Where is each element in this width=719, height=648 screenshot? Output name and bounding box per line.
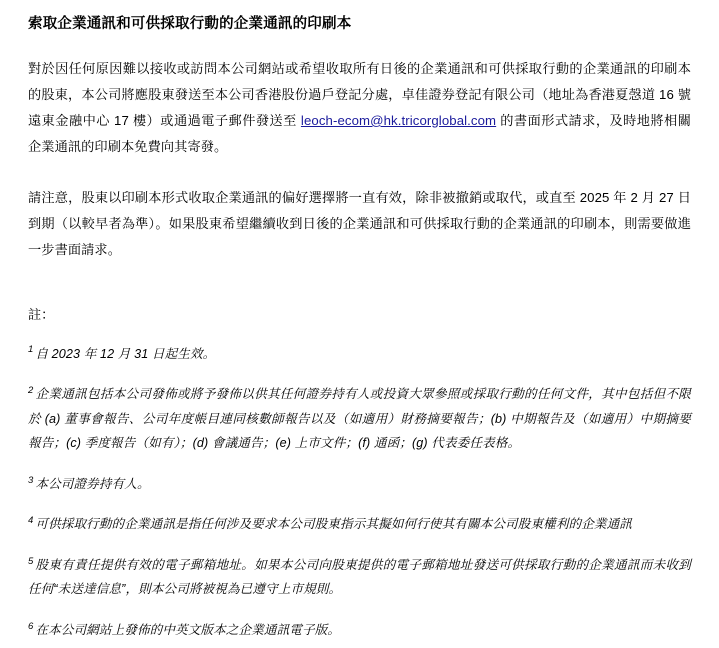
- note-marker: 4: [28, 515, 34, 527]
- note-text: 本公司證券持有人。: [35, 476, 150, 491]
- paragraph-text-part-1: 對於因任何原因難以接收或訪問本公司網站或希望收取所有日後的企業通訊和可供採取行動的企業通訊的印刷本的股東，本公司將應股東發送至本公司香港股份過戶登記分處，卓佳證券登記有限公司（地址為香港夏愨道 16 號遠東金融中心 17 樓）或通過電子郵件發送至: [28, 61, 691, 128]
- note-item: [28, 618, 691, 643]
- notes-heading: 註：: [28, 307, 55, 323]
- note-text: 企業通訊包括本公司發佈或將予發佈以供其任何證券持有人或投資大眾參照或採取行動的任何文件，其中包括但不限於 (a) 董事會報告、公司年度帳目連同核數師報告以及（如適用）財務摘要報告；(b) 中期報告及（如適用）中期摘要報告；(c) 季度報告（如有）；(d) 會議通告；(e) 上市文件；(f) 通函；(g) 代表委任表格。: [28, 387, 691, 451]
- note-text: 可供採取行動的企業通訊是指任何涉及要求本公司股東指示其擬如何行使其有關本公司股東權利的企業通訊: [35, 517, 632, 532]
- note-item: [28, 512, 691, 537]
- paragraph-text-part-2: 的書面形式請求，及時地將相關企業通訊的印刷本免費向其寄發。: [28, 112, 691, 154]
- email-link[interactable]: leoch-ecom@hk.tricorglobal.com: [300, 112, 497, 128]
- paragraph-request-printed-copy: [28, 56, 691, 159]
- note-text: 股東有責任提供有效的電子郵箱地址。如果本公司向股東提供的電子郵箱地址發送可供採取行動的企業通訊而未收到任何“未送達信息”，則本公司將被視為已遵守上市規則。: [28, 557, 691, 597]
- note-marker: 5: [28, 555, 34, 567]
- note-item: [28, 472, 691, 497]
- note-item: [28, 553, 691, 602]
- note-marker: 2: [28, 384, 34, 396]
- paragraph-preference-notice: 請注意，股東以印刷本形式收取企業通訊的偏好選擇將一直有效，除非被撤銷或取代，或直至 2025 年 2 月 27 日到期（以較早者為準）。如果股東希望繼續收到日後的企業通訊和可供採取行動的企業通訊的印刷本，則需要做進一步書面請求。: [28, 190, 691, 257]
- note-marker: 3: [28, 474, 34, 486]
- page-title: 索取企業通訊和可供採取行動的企業通訊的印刷本: [28, 16, 352, 32]
- note-item: [28, 342, 691, 367]
- note-text: 在本公司網站上發佈的中英文版本之企業通訊電子版。: [35, 622, 341, 637]
- note-marker: 1: [28, 344, 34, 356]
- note-text: 自 2023 年 12 月 31 日起生效。: [35, 346, 216, 361]
- note-marker: 6: [28, 620, 34, 632]
- note-item: [28, 382, 691, 456]
